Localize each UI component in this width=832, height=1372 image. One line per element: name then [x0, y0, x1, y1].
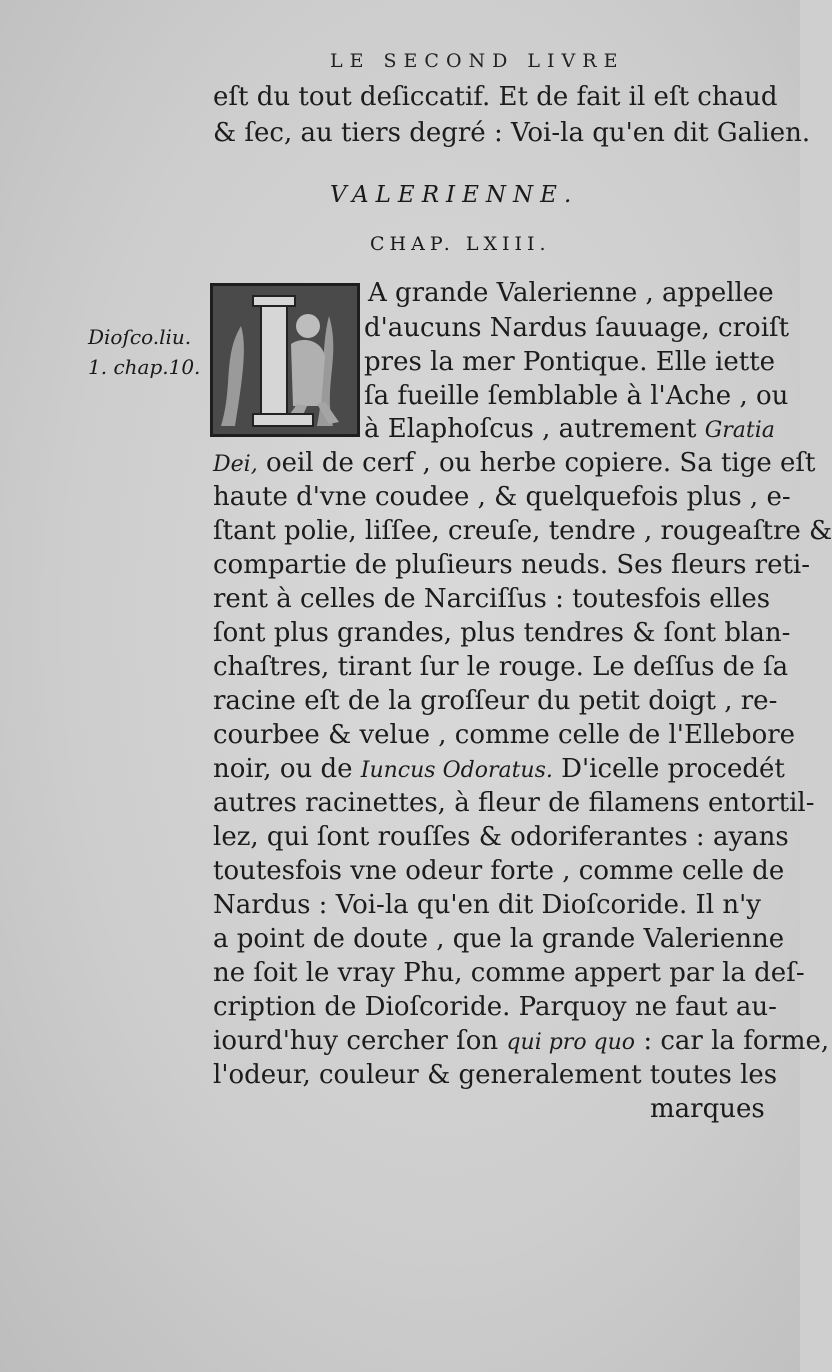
text-segment: : car la forme,: [643, 1026, 830, 1056]
text-line: haute d'vne coudee , & quelquefois plus , e-: [213, 482, 791, 512]
text-line: & ſec, au tiers degré : Voi-la qu'en dit Galien.: [213, 118, 811, 148]
text-line: cription de Dioſcoride. Parquoy ne faut au-: [213, 992, 777, 1022]
text-line: autres racinettes, à fleur de filamens entortil-: [213, 788, 815, 818]
running-head: LE SECOND LIVRE: [330, 50, 625, 72]
text-line: rent à celles de Narciſſus : toutesfois elles: [213, 584, 771, 614]
text-line: ſtant polie, liſſee, creuſe, tendre , rougeaſtre &: [213, 516, 832, 546]
text-segment: à Elaphoſcus , autrement: [364, 414, 697, 444]
text-line: [213, 1026, 829, 1058]
text-line: eſt du tout deſiccatif. Et de fait il eſt chaud: [213, 82, 778, 112]
italic-term: Gratia: [704, 418, 775, 443]
text-segment: noir, ou de: [213, 754, 353, 784]
text-line: racine eſt de la groſſeur du petit doigt , re-: [213, 686, 778, 716]
text-line: compartie de pluſieurs neuds. Ses fleurs reti-: [213, 550, 811, 580]
text-line: Nardus : Voi-la qu'en dit Dioſcoride. Il n'y: [213, 890, 761, 920]
margin-note-line: 1. chap.10.: [88, 355, 201, 379]
text-line: ſont plus grandes, plus tendres & ſont blan-: [213, 618, 791, 648]
text-line: A grande Valerienne , appellee: [368, 278, 774, 308]
catchword: marques: [650, 1094, 765, 1124]
text-line: [213, 754, 785, 786]
text-line: l'odeur, couleur & generalement toutes les: [213, 1060, 778, 1090]
italic-term: Iuncus Odoratus.: [360, 758, 553, 783]
text-line: pres la mer Pontique. Elle iette: [364, 347, 776, 377]
text-line: [213, 448, 816, 480]
text-line: toutesfois vne odeur forte , comme celle de: [213, 856, 785, 886]
decorated-initial-l: [210, 283, 360, 437]
text-line: d'aucuns Nardus ſauuage, croiſt: [364, 313, 790, 343]
text-line: chaſtres, tirant ſur le rouge. Le deſſus de ſa: [213, 652, 789, 682]
text-line: lez, qui ſont rouſſes & odoriferantes : ayans: [213, 822, 789, 852]
text-line: a point de doute , que la grande Valerienne: [213, 924, 785, 954]
text-segment: oeil de cerf , ou herbe copiere. Sa tige eſt: [265, 448, 816, 478]
text-line: courbee & velue , comme celle de l'Ellebore: [213, 720, 796, 750]
text-line: ne ſoit le vray Phu, comme appert par la deſ-: [213, 958, 805, 988]
chapter-number: CHAP. LXIII.: [370, 233, 551, 255]
text-line: [364, 414, 775, 446]
text-segment: D'icelle procedét: [561, 754, 785, 784]
text-segment: iourd'huy cercher ſon: [213, 1026, 499, 1056]
chapter-title: VALERIENNE.: [330, 182, 579, 208]
italic-term: Dei,: [213, 452, 258, 477]
margin-note: [88, 322, 200, 382]
dropcap-letter: L: [270, 378, 278, 389]
italic-term: qui pro quo: [506, 1030, 636, 1055]
text-line: ſa fueille ſemblable à l'Ache , ou: [364, 381, 789, 411]
margin-note-line: Dioſco.liu.: [88, 325, 192, 349]
